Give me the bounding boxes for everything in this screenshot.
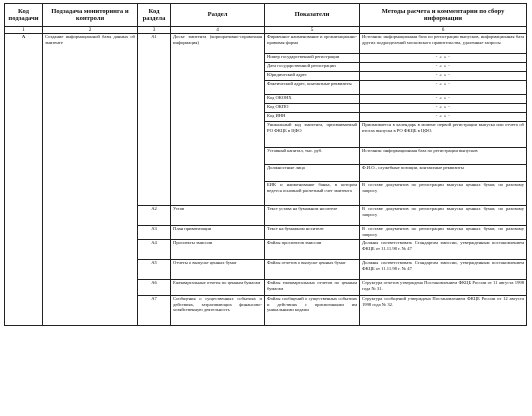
section-code: А4 [138,240,171,260]
section-name: Проспекты эмиссии [171,240,265,260]
header-methods: Методы расчета и комментарии по сбору информации [360,4,527,27]
indicator-cell: Файлы проспектов эмиссии [265,240,360,260]
method-cell: Структура отчетов утверждена Постановлением ФКЦБ России от 11 августа 1998 года № 31. [360,280,527,296]
section-name: Устав [171,206,265,226]
column-number: 3 [138,27,171,34]
document-page [4,3,528,413]
header-indicators: Показатели [265,4,360,27]
section-name: Ежеквартальные отчеты по ценным бумагам [171,280,265,296]
header-subtask-code: Код подзадачи [5,4,43,27]
method-cell: - « » - [360,54,527,63]
method-cell: В составе документов по регистрации выпуска ценных бумаг, по разовому запросу [360,182,527,206]
method-cell: Ф.И.О., служебные позиции, контактные реквизиты [360,165,527,182]
section-code: А7 [138,296,171,326]
indicator-cell: Код ОКОНХ [265,95,360,104]
header-row [5,4,527,27]
section-code: А6 [138,280,171,296]
table-row [5,34,527,54]
indicator-cell: Юридический адрес [265,72,360,81]
header-subtask: Подзадача мониторинга и контроля [43,4,138,27]
indicator-cell: Код ИНН [265,113,360,122]
table-body [5,34,527,326]
column-number: 4 [171,27,265,34]
method-cell: В составе документов по регистрации выпуска ценных бумаг, по разовому запросу [360,206,527,226]
method-cell: Структура сообщений утверждена Постановлением ФКЦБ России от 12 августа 1998 года № 32. [360,296,527,326]
method-cell: - « » - [360,63,527,72]
header-section-code: Код раздела [138,4,171,27]
column-number: 1 [5,27,43,34]
indicator-cell: БИК и наименование банка, в котором ведется основной расчетный счет эмитента [265,182,360,206]
method-cell: В составе документов по регистрации выпуска ценных бумаг, по разовому запросу [360,226,527,240]
method-cell: Присваивается в календарь в момент первой регистрации выпуска или отчета об итогах выпуска в РО ФКЦБ в ЦФО. [360,122,527,148]
subtask-name: Создание информационной базы данных об эмитенте [43,34,138,326]
column-number-row [5,27,527,34]
indicator-cell: Файлы отчетов о выпуске ценных бумаг [265,260,360,280]
column-number: 2 [43,27,138,34]
column-number: 6 [360,27,527,34]
indicator-cell: Файлы сообщений о существенных событиях и действиях с присвоенными им уникальными кодами [265,296,360,326]
method-cell: - « » - [360,113,527,122]
method-cell: - « » - [360,95,527,104]
monitoring-table [4,3,527,326]
indicator-cell: Номер государственной регистрации [265,54,360,63]
section-name: Сообщения о существенных событиях и действиях, затрагивающих финансово-хозяйственную деятельность [171,296,265,326]
indicator-cell: Фирменное наименование и организационно-правовая форма [265,34,360,54]
section-name: Отчеты о выпуске ценных бумаг [171,260,265,280]
method-cell: - « » - [360,104,527,113]
indicator-cell: Дата государственной регистрации [265,63,360,72]
section-code: А2 [138,206,171,226]
indicator-cell: Фактический адрес, контактные реквизиты [265,81,360,95]
subtask-code: А [5,34,43,326]
section-code: А3 [138,226,171,240]
section-name: План приватизации [171,226,265,240]
method-cell: Источник: информационная база по регистрации выпусков [360,148,527,165]
section-code: А5 [138,260,171,280]
method-cell: Источник: информационная база по регистрации выпусков, информационная база других подразделений московского правительства, удаленные запросы [360,34,527,54]
column-number: 5 [265,27,360,34]
indicator-cell: Текст на бумажном носителе [265,226,360,240]
header-section: Раздел [171,4,265,27]
indicator-cell: Файлы ежеквартальных отчетов по ценным бумагам [265,280,360,296]
indicator-cell: Должностные лица [265,165,360,182]
section-code: А1 [138,34,171,206]
method-cell: Должны соответствовать Стандартам эмиссии, утвержденным постановлением ФКЦБ от 11.11.98 г. № 47 [360,260,527,280]
method-cell: - « » - [360,72,527,81]
indicator-cell: Код ОКПО [265,104,360,113]
indicator-cell: Уникальный код эмитента, присваиваемый РО ФКЦБ в ЦФО [265,122,360,148]
method-cell: Должны соответствовать Стандартам эмиссии, утвержденным постановлением ФКЦБ от 11.11.98 г. № 47 [360,240,527,260]
indicator-cell: Текст устава на бумажном носителе [265,206,360,226]
method-cell: - « » - [360,81,527,95]
indicator-cell: Уставный капитал, тыс. руб. [265,148,360,165]
section-name: Досье эмитента (корпоративно-справочная информация) [171,34,265,206]
